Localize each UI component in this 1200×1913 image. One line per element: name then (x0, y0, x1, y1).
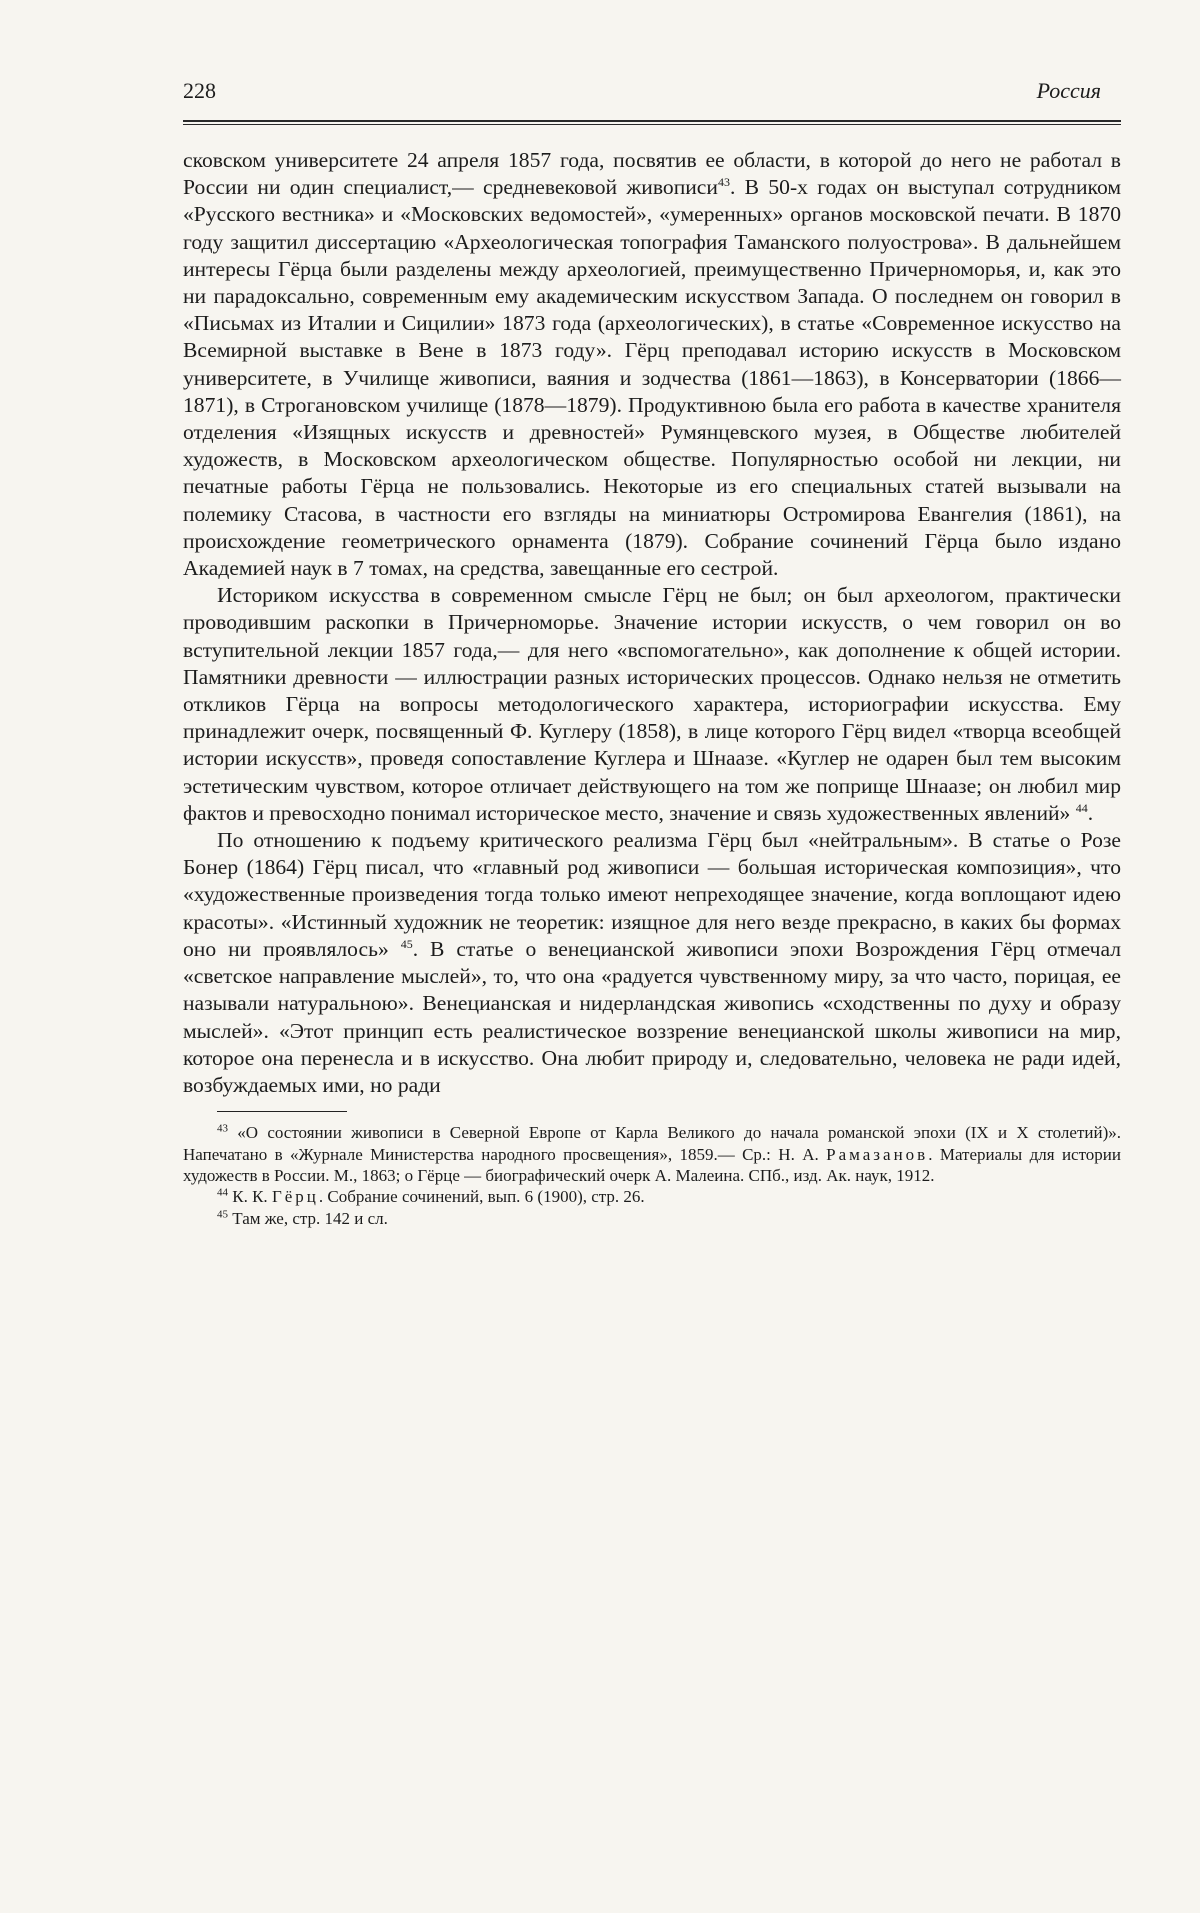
footnotes (183, 1122, 1121, 1229)
footnote-ref[interactable]: 43 (717, 175, 730, 190)
footnote-rule (217, 1111, 347, 1112)
footnote: $^{45}$ Там же, стр. 142 и сл. (217, 1208, 388, 1228)
footnote-mark: 44 (217, 1186, 228, 1199)
page-number: 228 (183, 78, 216, 103)
running-title: Россия (1036, 78, 1101, 103)
page-header (183, 78, 1121, 116)
paragraph: сковском университете 24 апреля 1857 года, посвятив ее области, в которой до него не работал в России ни один специалист,— средневековой живописи$^{43}$. В 50-х годах он выступал сотрудником «Русского вестника» и «Московских ведомостей», «умеренных» органов московской печати. В 1870 году защитил диссертацию «Археологическая топография Таманского полуострова». В дальнейшем интересы Гёрца были разделены между археологией, преимущественно Причерноморья, и, как это ни парадоксально, современным ему академическим искусством Запада. О последнем он говорил в «Письмах из Италии и Сицилии» 1873 года (археологических), в статье «Современное искусство на Всемирной выставке в Вене в 1873 году». Гёрц преподавал историю искусств в Московском университете, в Училище живописи, ваяния и зодчества (1861—1863), в Консерватории (1866—1871), в Строгановском училище (1878—1879). Продуктивною была его работа в качестве хранителя отделения «Изящных искусств и древностей» Румянцевского музея, в Обществе любителей художеств, в Московском археологическом обществе. Популярностью особой ни лекции, ни печатные работы Гёрца не пользовались. Некоторые из его специальных статей вызывали на полемику Стасова, в частности его взгляды на миниатюры Остромирова Евангелия (1861), на происхождение геометрического орнамента (1879). Собрание сочинений Гёрца было издано Академией наук в 7 томах, на средства, завещанные его сестрой. (183, 148, 1121, 581)
footnote-ref[interactable]: 45 (400, 936, 413, 951)
book-page (183, 78, 1121, 1229)
footnote-mark: 45 (217, 1208, 228, 1221)
header-rule (183, 120, 1121, 122)
paragraph: Историком искусства в современном смысле Гёрц не был; он был археологом, практически проводившим раскопки в Причерноморье. Значение истории искусств, о чем говорил он во вступительной лекции 1857 года,— для него «вспомогательно», как дополнение к общей истории. Памятники древности — иллюстрации разных исторических процессов. Однако нельзя не отметить откликов Гёрца на вопросы методологического характера, историографии искусства. Ему принадлежит очерк, посвященный Ф. Куглеру (1858), в лице которого Гёрц видел «творца всеобщей истории искусств», проведя сопоставление Куглера и Шнаазе. «Куглер не одарен был тем высоким эстетическим чувством, которое отличает действующего на том же поприще Шнаазе; он любил мир фактов и превосходно понимал историческое место, значение и связь художественных явлений» $^{44}$. (183, 583, 1121, 825)
paragraph: По отношению к подъему критического реализма Гёрц был «нейтральным». В статье о Розе Бонер (1864) Гёрц писал, что «главный род живописи — большая историческая композиция», что «художественные произведения тогда только имеют непреходящее значение, когда воплощают идею красоты». «Истинный художник не теоретик: изящное для него везде прекрасно, в каких бы формах оно ни проявлялось» $^{45}$. В статье о венецианской живописи эпохи Возрождения Гёрц отмечал «светское направление мыслей», то, что она «радуется чувственному миру, за что часто, порицая, ее называли натуральною». Венецианская и нидерландская живопись «сходственны по духу и образу мыслей». «Этот принцип есть реалистическое воззрение венецианской школы живописи на мир, которое она перенесла и в искусство. Она любит природу и, следовательно, человека не ради идей, возбуждаемых ими, но ради (183, 828, 1121, 1097)
header-rule-thin (183, 124, 1121, 125)
footnote-ref[interactable]: 44 (1075, 800, 1088, 815)
footnote-mark: 43 (217, 1122, 228, 1135)
footnote: $^{44}$ К. К. Гёрц. Собрание сочинений, вып. 6 (1900), стр. 26. (217, 1186, 645, 1207)
body-text (183, 147, 1121, 1099)
footnote: $^{43}$ «О состоянии живописи в Северной Европе от Карла Великого до начала романской эпохи (IX и X столетий)». Напечатано в «Журнале Министерства народного просвещения», 1859.— Ср.: Н. А. Рамазанов. Материалы для истории художеств в России. М., 1863; о Гёрце — биографический очерк А. Малеина. СПб., изд. Ак. наук, 1912. (183, 1122, 1121, 1185)
